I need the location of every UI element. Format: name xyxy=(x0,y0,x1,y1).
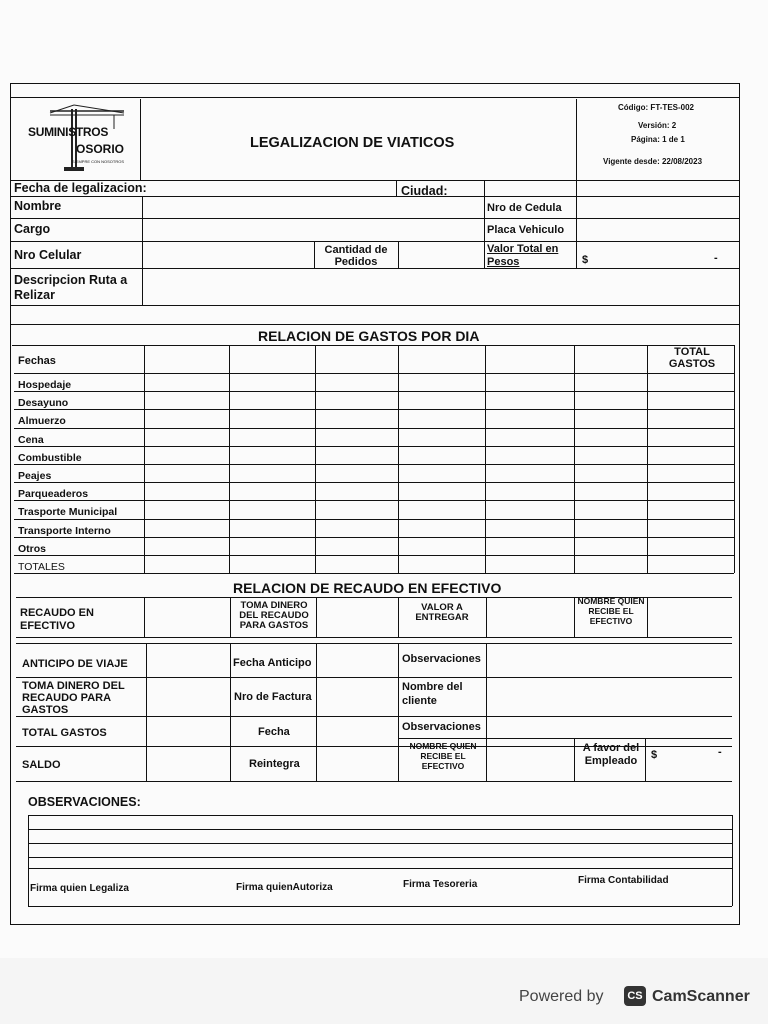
gastos-cell[interactable] xyxy=(146,502,227,516)
nombre-cliente-label: Nombre del cliente xyxy=(402,681,463,707)
gastos-cell[interactable] xyxy=(576,448,645,462)
gastos-cell[interactable] xyxy=(146,375,227,389)
gastos-cell[interactable] xyxy=(576,411,645,425)
gastos-cell[interactable] xyxy=(317,466,396,480)
gastos-cell[interactable] xyxy=(576,539,645,553)
anticipo-viaje-label: ANTICIPO DE VIAJE xyxy=(22,658,128,670)
total-gastos-field[interactable] xyxy=(148,718,228,745)
observaciones-field[interactable] xyxy=(146,795,732,809)
gastos-cell[interactable] xyxy=(487,502,572,516)
toma-dinero-2-label: TOMA DINERO DEL RECAUDO PARA GASTOS xyxy=(22,680,125,716)
gastos-row-label: Parqueaderos xyxy=(18,488,89,501)
gastos-cell[interactable] xyxy=(576,484,645,498)
firma-autoriza-label: Firma quienAutoriza xyxy=(236,882,333,893)
nombre-recibe-2-field[interactable] xyxy=(488,740,572,780)
gastos-cell[interactable] xyxy=(487,539,572,553)
fecha-field[interactable] xyxy=(318,718,396,745)
gastos-cell[interactable] xyxy=(146,557,227,571)
anticipo-viaje-field[interactable] xyxy=(148,645,228,676)
gastos-row-label: Almuerzo xyxy=(18,415,66,428)
gastos-cell[interactable] xyxy=(649,393,732,407)
total-gastos-label: TOTAL GASTOS xyxy=(22,727,107,739)
saldo-currency-sign: $ xyxy=(651,749,658,761)
camscanner-brand: CamScanner xyxy=(652,988,750,1005)
toma-dinero-label: TOMA DINERO DEL RECAUDO PARA GASTOS xyxy=(239,600,309,631)
gastos-cell[interactable] xyxy=(400,375,483,389)
descripcion-ruta-field[interactable] xyxy=(144,270,736,304)
valor-entregar-label: VALOR A ENTREGAR xyxy=(415,602,469,623)
camscanner-logo-icon xyxy=(624,986,646,1006)
valor-entregar-field[interactable] xyxy=(488,599,572,635)
form-title: LEGALIZACION DE VIATICOS xyxy=(250,135,455,151)
gastos-row-label: Hospedaje xyxy=(18,379,72,391)
gastos-cell[interactable] xyxy=(146,448,227,462)
gastos-cell[interactable] xyxy=(400,521,483,535)
fechas-label: Fechas xyxy=(18,355,56,367)
doc-valid-from: Vigente desde: 22/08/2023 xyxy=(603,157,703,166)
gastos-cell[interactable] xyxy=(317,502,396,516)
gastos-cell[interactable] xyxy=(231,502,313,516)
scanner-footer xyxy=(0,958,768,1024)
gastos-cell[interactable] xyxy=(146,539,227,553)
powered-by-text: Powered by xyxy=(519,988,604,1005)
gastos-cell[interactable] xyxy=(317,557,396,571)
reintegra-label: Reintegra xyxy=(249,758,300,770)
gastos-cell[interactable] xyxy=(231,411,313,425)
gastos-cell[interactable] xyxy=(400,539,483,553)
cantidad-pedidos-label: Cantidad de Pedidos xyxy=(324,244,388,268)
gastos-cell[interactable] xyxy=(576,430,645,444)
gastos-section-title: RELACION DE GASTOS POR DIA xyxy=(258,328,480,344)
gastos-cell[interactable] xyxy=(576,557,645,571)
gastos-row-label: Cena xyxy=(18,433,44,446)
gastos-cell[interactable] xyxy=(400,430,483,444)
gastos-cell[interactable] xyxy=(231,557,313,571)
gastos-cell[interactable] xyxy=(317,484,396,498)
gastos-row-label: Trasporte Municipal xyxy=(18,506,118,519)
gastos-row-label: Peajes xyxy=(18,470,52,482)
observaciones-2-label: Observaciones xyxy=(402,721,481,733)
gastos-cell[interactable] xyxy=(649,430,732,444)
gastos-cell[interactable] xyxy=(649,502,732,516)
ciudad-field[interactable] xyxy=(476,183,576,195)
gastos-cell[interactable] xyxy=(400,448,483,462)
recaudo-efectivo-label: RECAUDO EN EFECTIVO xyxy=(20,607,94,632)
gastos-cell[interactable] xyxy=(317,393,396,407)
nombre-recibe-field[interactable] xyxy=(649,599,731,635)
logo-text-bottom: OSORIO xyxy=(76,142,125,156)
doc-version: Versión: 2 xyxy=(638,121,677,130)
cargo-label: Cargo xyxy=(14,222,51,236)
nro-celular-label: Nro Celular xyxy=(14,248,82,262)
saldo-dash: - xyxy=(718,746,722,758)
nombre-recibe-2-label: NOMBRE QUIEN RECIBE EL EFECTIVO xyxy=(409,741,477,771)
currency-sign: $ xyxy=(582,254,589,266)
logo-tagline: SIEMPRE CON NOSOTROS xyxy=(72,159,125,164)
total-gastos-header: TOTAL GASTOS xyxy=(668,346,716,370)
placa-vehiculo-field[interactable] xyxy=(578,220,736,240)
gastos-cell[interactable] xyxy=(649,539,732,553)
gastos-cell[interactable] xyxy=(649,557,732,571)
gastos-cell[interactable] xyxy=(231,430,313,444)
nro-celular-field[interactable] xyxy=(144,243,312,267)
gastos-cell[interactable] xyxy=(146,521,227,535)
gastos-cell[interactable] xyxy=(231,484,313,498)
gastos-cell[interactable] xyxy=(146,430,227,444)
firma-legaliza-label: Firma quien Legaliza xyxy=(30,883,129,894)
gastos-cell[interactable] xyxy=(146,393,227,407)
nombre-recibe-label: NOMBRE QUIEN RECIBE EL EFECTIVO xyxy=(577,596,645,626)
gastos-cell[interactable] xyxy=(649,484,732,498)
valor-total-label: Valor Total en Pesos xyxy=(487,243,559,268)
recaudo-section-title: RELACION DE RECAUDO EN EFECTIVO xyxy=(233,580,502,596)
reintegra-field[interactable] xyxy=(318,748,396,780)
gastos-cell[interactable] xyxy=(649,466,732,480)
fecha-label: Fecha xyxy=(258,726,290,738)
gastos-row-label: Otros xyxy=(18,542,47,555)
observaciones-1-label: Observaciones xyxy=(402,653,481,665)
gastos-cell[interactable] xyxy=(576,466,645,480)
gastos-cell[interactable] xyxy=(400,557,483,571)
gastos-cell[interactable] xyxy=(231,539,313,553)
gastos-cell[interactable] xyxy=(317,539,396,553)
nombre-label: Nombre xyxy=(14,199,62,213)
gastos-cell[interactable] xyxy=(576,393,645,407)
observaciones-title: OBSERVACIONES: xyxy=(28,795,141,809)
cargo-field[interactable] xyxy=(144,220,482,240)
gastos-cell[interactable] xyxy=(317,430,396,444)
gastos-cell[interactable] xyxy=(649,411,732,425)
gastos-cell[interactable] xyxy=(400,466,483,480)
gastos-cell[interactable] xyxy=(576,502,645,516)
nro-cedula-field[interactable] xyxy=(578,198,736,217)
gastos-cell[interactable] xyxy=(649,521,732,535)
gastos-cell[interactable] xyxy=(400,411,483,425)
gastos-cell[interactable] xyxy=(487,466,572,480)
gastos-cell[interactable] xyxy=(400,484,483,498)
camscanner-badge: CS xyxy=(627,990,643,1002)
gastos-cell[interactable] xyxy=(231,466,313,480)
cantidad-pedidos-field[interactable] xyxy=(400,243,482,267)
company-logo xyxy=(20,103,136,175)
doc-page: Página: 1 de 1 xyxy=(631,135,685,144)
toma-dinero-2-field[interactable] xyxy=(148,679,228,715)
fecha-anticipo-label: Fecha Anticipo xyxy=(233,657,312,669)
nombre-cliente-field[interactable] xyxy=(488,679,732,715)
observaciones-1-field[interactable] xyxy=(488,645,732,676)
gastos-cell[interactable] xyxy=(649,375,732,389)
gastos-cell[interactable] xyxy=(487,521,572,535)
placa-vehiculo-label: Placa Vehiculo xyxy=(487,224,565,236)
gastos-cell[interactable] xyxy=(487,430,572,444)
gastos-cell[interactable] xyxy=(231,375,313,389)
gastos-cell[interactable] xyxy=(146,411,227,425)
gastos-cell[interactable] xyxy=(649,448,732,462)
gastos-cell[interactable] xyxy=(317,411,396,425)
gastos-cell[interactable] xyxy=(487,393,572,407)
gastos-cell[interactable] xyxy=(146,466,227,480)
gastos-cell[interactable] xyxy=(487,448,572,462)
gastos-cell[interactable] xyxy=(400,393,483,407)
doc-code: Código: FT-TES-002 xyxy=(618,103,694,112)
gastos-cell[interactable] xyxy=(317,375,396,389)
gastos-cell[interactable] xyxy=(487,484,572,498)
gastos-cell[interactable] xyxy=(317,448,396,462)
nro-factura-field[interactable] xyxy=(318,679,396,715)
gastos-row-label: TOTALES xyxy=(18,561,65,573)
gastos-row-label: Transporte Interno xyxy=(18,524,111,537)
gastos-cell[interactable] xyxy=(231,521,313,535)
gastos-cell[interactable] xyxy=(317,521,396,535)
nro-cedula-label: Nro de Cedula xyxy=(487,202,562,214)
firma-contabilidad-label: Firma Contabilidad xyxy=(578,875,669,886)
recaudo-efectivo-field[interactable] xyxy=(146,599,228,635)
toma-dinero-field[interactable] xyxy=(318,599,396,635)
ciudad-label: Ciudad: xyxy=(401,184,448,198)
nro-factura-label: Nro de Factura xyxy=(234,691,312,703)
gastos-cell[interactable] xyxy=(400,502,483,516)
nombre-field[interactable] xyxy=(144,198,482,217)
observaciones-2-field[interactable] xyxy=(488,718,732,737)
gastos-cell[interactable] xyxy=(487,411,572,425)
descripcion-ruta-label: Descripcion Ruta a Relizar xyxy=(14,273,128,302)
gastos-cell[interactable] xyxy=(487,557,572,571)
crane-icon xyxy=(20,103,136,175)
fecha-legalizacion-label: Fecha de legalizacion: xyxy=(14,181,147,195)
gastos-cell[interactable] xyxy=(231,393,313,407)
gastos-cell[interactable] xyxy=(487,375,572,389)
gastos-cell[interactable] xyxy=(146,484,227,498)
gastos-row-label: Combustible xyxy=(18,451,82,464)
gastos-cell[interactable] xyxy=(231,448,313,462)
gastos-cell[interactable] xyxy=(576,375,645,389)
firma-tesoreria-label: Firma Tesoreria xyxy=(403,879,478,890)
saldo-field[interactable] xyxy=(148,748,228,780)
fecha-anticipo-field[interactable] xyxy=(318,645,396,676)
logo-text-top: SUMINISTROS xyxy=(28,125,109,139)
valor-total-dash: - xyxy=(714,252,718,264)
saldo-label: SALDO xyxy=(22,759,61,771)
gastos-row-label: Desayuno xyxy=(18,397,69,410)
favor-empleado-label: A favor del Empleado xyxy=(582,742,640,767)
gastos-cell[interactable] xyxy=(576,521,645,535)
